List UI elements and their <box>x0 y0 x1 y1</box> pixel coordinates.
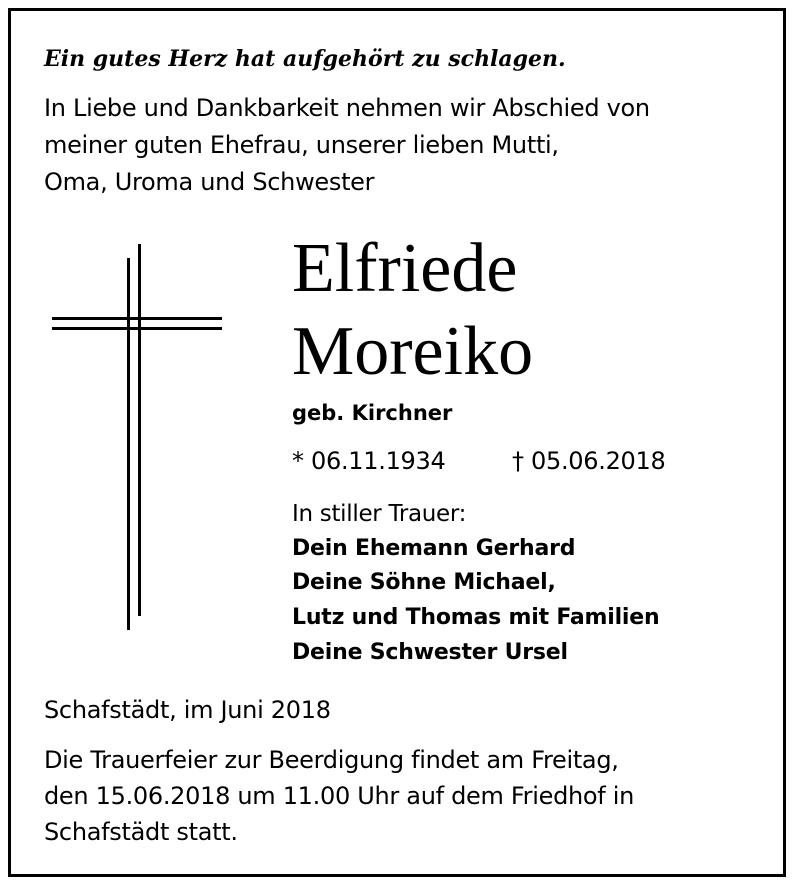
funeral-line-2: den 15.06.2018 um 11.00 Uhr auf dem Friedhof in <box>44 782 635 810</box>
funeral-line-1: Die Trauerfeier zur Beerdigung findet am Freitag, <box>44 746 619 774</box>
birth-date: * 06.11.1934 <box>292 447 446 475</box>
deceased-first-name: Elfriede <box>292 230 518 307</box>
mourner-line-2: Deine Söhne Michael, <box>292 570 556 595</box>
intro-line-2: meiner guten Ehefrau, unserer lieben Mutti, <box>44 131 559 159</box>
headline: Ein gutes Herz hat aufgehört zu schlagen. <box>44 46 566 72</box>
cross-icon <box>50 244 222 634</box>
intro-line-1: In Liebe und Dankbarkeit nehmen wir Abschied von <box>44 94 650 122</box>
mourner-line-1: Dein Ehemann Gerhard <box>292 536 576 561</box>
place-date: Schafstädt, im Juni 2018 <box>44 696 331 724</box>
mourner-line-4: Deine Schwester Ursel <box>292 640 568 665</box>
intro-line-3: Oma, Uroma und Schwester <box>44 168 375 196</box>
mourner-line-3: Lutz und Thomas mit Familien <box>292 605 660 630</box>
funeral-line-3: Schafstädt statt. <box>44 818 238 846</box>
deceased-last-name: Moreiko <box>292 313 534 390</box>
mourners-label: In stiller Trauer: <box>292 501 467 527</box>
maiden-name: geb. Kirchner <box>292 401 453 425</box>
death-date: † 05.06.2018 <box>512 447 666 475</box>
